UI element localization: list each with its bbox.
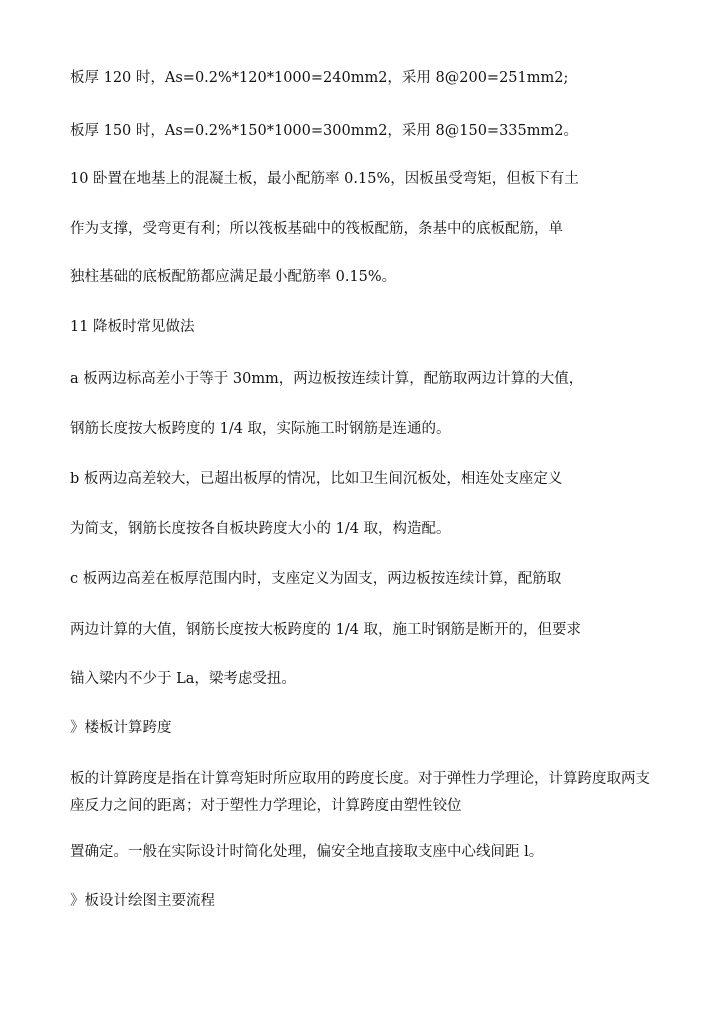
paragraph-line: a 板两边标高差小于等于 30mm，两边板按连续计算，配筋取两边计算的大值，	[70, 371, 584, 387]
paragraph-line: 作为支撑，受弯更有利；所以筏板基础中的筏板配筋，条基中的底板配筋，单	[70, 221, 563, 237]
paragraph-line: 独柱基础的底板配筋都应满足最小配筋率 0.15%。	[70, 269, 397, 285]
paragraph-line: 板厚 120 时，As=0.2%*120*1000=240mm2，采用 8@200=251mm2;	[70, 70, 569, 86]
paragraph-line: 置确定。一般在实际设计时简化处理，偏安全地直接取支座中心线间距 l。	[70, 844, 544, 860]
paragraph-line: 板厚 150 时，As=0.2%*150*1000=300mm2，采用 8@150=335mm2。	[70, 123, 578, 139]
section-heading: 》楼板计算跨度	[70, 720, 172, 736]
paragraph-line: c 板两边高差在板厚范围内时，支座定义为固支，两边板按连续计算，配筋取	[70, 571, 562, 587]
paragraph-line: 锚入梁内不少于 La，梁考虑受扭。	[70, 671, 296, 687]
paragraph-line: 为简支，钢筋长度按各自板块跨度大小的 1/4 取，构造配。	[70, 521, 451, 537]
paragraph-wrapped: 板的计算跨度是指在计算弯矩时所应取用的跨度长度。对于弹性力学理论，计算跨度取两支座反力之间的距离；对于塑性力学理论，计算跨度由塑性铰位	[70, 771, 650, 814]
paragraph-line: 钢筋长度按大板跨度的 1/4 取，实际施工时钢筋是连通的。	[70, 421, 451, 437]
paragraph-line: 两边计算的大值，钢筋长度按大板跨度的 1/4 取，施工时钢筋是断开的，但要求	[70, 622, 582, 638]
section-heading: 》板设计绘图主要流程	[70, 893, 215, 909]
paragraph-line: b 板两边高差较大，已超出板厚的情况，比如卫生间沉板处，相连处支座定义	[70, 471, 563, 487]
paragraph-line: 10 卧置在地基上的混凝土板，最小配筋率 0.15%，因板虽受弯矩，但板下有土	[70, 171, 579, 187]
section-heading: 11 降板时常见做法	[70, 319, 195, 335]
